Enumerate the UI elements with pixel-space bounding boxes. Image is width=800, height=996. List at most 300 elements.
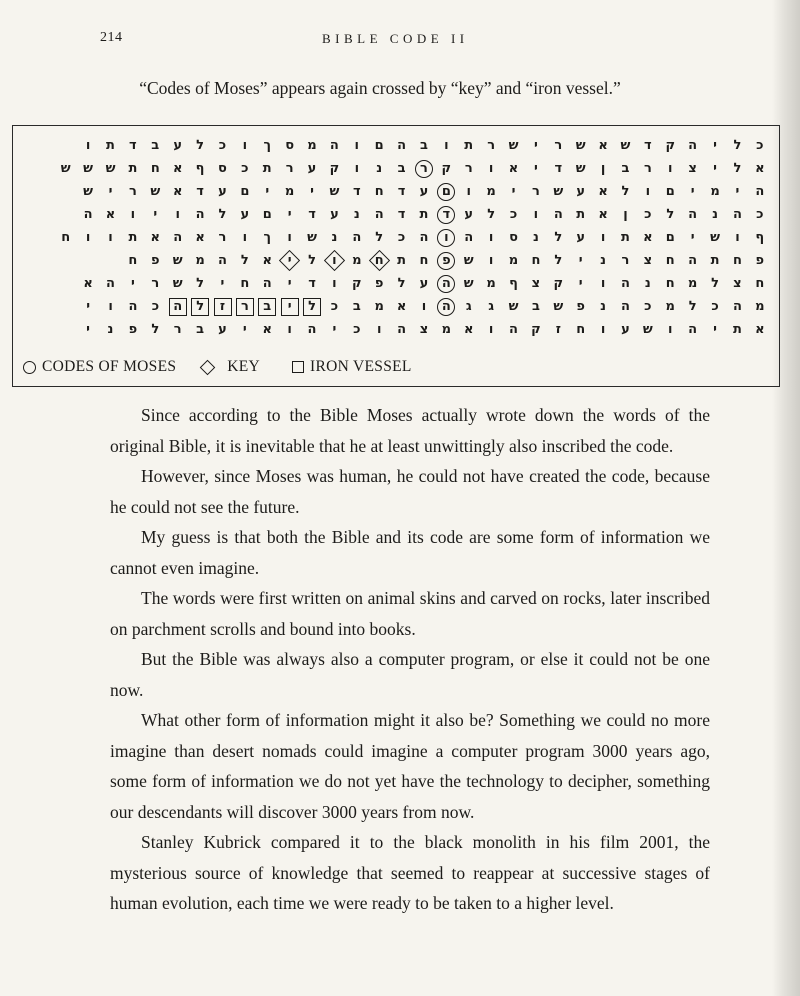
- grid-letter: כ: [218, 138, 227, 153]
- grid-letter-diamond: י: [278, 250, 300, 272]
- grid-letter: ה: [688, 138, 698, 153]
- grid-letter: ע: [576, 230, 586, 245]
- grid-letter: ל: [666, 207, 675, 222]
- grid-letter: ת: [419, 207, 429, 222]
- grid-letter: א: [643, 230, 653, 245]
- grid-letter: א: [262, 322, 272, 337]
- grid-letter: ד: [554, 161, 563, 176]
- grid-letter: ח: [732, 253, 742, 268]
- grid-letter: נ: [532, 230, 539, 245]
- grid-letter: נ: [600, 253, 607, 268]
- grid-letter: ך: [263, 138, 271, 153]
- grid-letter: י: [713, 161, 717, 176]
- grid-letter: ש: [508, 138, 519, 153]
- grid-letter: ש: [508, 299, 519, 314]
- grid-letter: י: [153, 207, 158, 222]
- grid-letter: א: [262, 253, 272, 268]
- legend-iron-vessel-label: IRON VESSEL: [310, 358, 412, 375]
- grid-letter: ש: [60, 161, 71, 176]
- grid-letter-diamond: ו: [323, 250, 345, 272]
- grid-letter: ל: [621, 184, 630, 199]
- grid-letter: ת: [576, 207, 586, 222]
- grid-letter: ר: [621, 253, 630, 268]
- grid-letter: מ: [307, 138, 317, 153]
- grid-letter-boxed: ז: [214, 298, 232, 316]
- grid-letter-boxed: י: [281, 298, 299, 316]
- grid-letter: ב: [196, 322, 205, 337]
- grid-letter: ה: [732, 299, 742, 314]
- grid-letter: ח: [240, 276, 250, 291]
- grid-row: [23, 180, 771, 203]
- grid-letter: ד: [129, 138, 137, 153]
- grid-letter: ה: [553, 207, 563, 222]
- grid-letter-circled: ה: [437, 275, 455, 293]
- grid-letter: צ: [419, 322, 429, 337]
- grid-letter: ו: [354, 138, 360, 153]
- grid-letter: ל: [397, 276, 406, 291]
- grid-letter: ס: [509, 230, 518, 245]
- grid-letter: ח: [374, 184, 384, 199]
- grid-letter: ה: [621, 299, 630, 314]
- grid-letter: ו: [287, 230, 292, 245]
- grid-letter: ו: [108, 299, 113, 314]
- grid-letter: ה: [464, 230, 474, 245]
- grid-letter: א: [396, 299, 407, 314]
- grid-letter-circled: ה: [437, 298, 455, 316]
- grid-letter: מ: [195, 253, 205, 268]
- grid-letter: א: [83, 276, 93, 291]
- grid-row: [23, 134, 771, 157]
- grid-letter: מ: [755, 299, 765, 314]
- grid-letter: כ: [711, 299, 719, 314]
- grid-letter: ר: [554, 138, 563, 153]
- figure-legend: [23, 358, 436, 376]
- grid-letter: פ: [128, 322, 138, 337]
- grid-letter: י: [130, 276, 135, 291]
- grid-letter: כ: [756, 138, 764, 153]
- grid-letter: כ: [151, 299, 160, 314]
- grid-letter: מ: [352, 253, 362, 268]
- legend-codes-of-moses-label: CODES OF MOSES: [42, 358, 177, 375]
- diamond-icon: [200, 362, 221, 373]
- body-text: [110, 400, 710, 919]
- grid-letter: ב: [531, 299, 540, 314]
- grid-letter: ק: [352, 276, 362, 291]
- grid-letter: ו: [242, 230, 248, 245]
- grid-letter: י: [287, 276, 292, 291]
- grid-letter: ל: [733, 161, 742, 176]
- grid-letter: ל: [218, 207, 227, 222]
- grid-letter: א: [598, 138, 608, 153]
- grid-letter: א: [755, 161, 765, 176]
- grid-letter: ד: [308, 276, 316, 291]
- grid-letter: א: [508, 161, 519, 176]
- legend-key: [200, 358, 260, 376]
- grid-letter: ל: [196, 276, 204, 291]
- grid-letter: ו: [444, 138, 449, 153]
- grid-letter: ה: [688, 322, 698, 337]
- grid-letter: ר: [487, 138, 496, 153]
- grid-letter: י: [242, 322, 247, 337]
- grid-row: [23, 203, 771, 226]
- grid-letter: י: [690, 230, 695, 245]
- grid-letter: ש: [463, 276, 474, 291]
- grid-letter: ע: [218, 322, 227, 337]
- grid-letter: מ: [441, 322, 452, 337]
- grid-letter: ת: [106, 138, 115, 153]
- grid-letter: י: [86, 322, 90, 337]
- grid-letter: ח: [665, 276, 675, 291]
- grid-letter: נ: [376, 161, 383, 176]
- grid-letter: ן: [623, 207, 628, 222]
- grid-letter: ת: [128, 161, 138, 176]
- grid-letter: ז: [555, 322, 561, 337]
- grid-letter: נ: [600, 299, 607, 314]
- grid-letter: ה: [621, 276, 630, 291]
- grid-letter: ב: [352, 299, 361, 314]
- grid-letter: ר: [173, 322, 182, 337]
- grid-letter: ה: [352, 230, 362, 245]
- grid-letter: י: [713, 322, 717, 337]
- grid-letter: ח: [61, 230, 71, 245]
- grid-letter: י: [511, 184, 516, 199]
- grid-letter: ה: [397, 138, 407, 153]
- grid-letter: ם: [374, 138, 384, 153]
- grid-letter: ל: [554, 253, 563, 268]
- grid-letter: ה: [688, 207, 698, 222]
- grid-letter-diamond: ח: [368, 250, 390, 272]
- grid-letter: ב: [621, 161, 630, 176]
- grid-letter: ח: [419, 253, 429, 268]
- grid-letter: ף: [195, 161, 205, 176]
- grid-letter: ש: [620, 138, 631, 153]
- grid-row: [23, 249, 771, 272]
- grid-letter: ש: [105, 161, 116, 176]
- grid-letter: ר: [285, 161, 294, 176]
- grid-letter: י: [220, 276, 225, 291]
- grid-letter: ש: [642, 322, 653, 337]
- grid-letter: ע: [173, 138, 182, 153]
- grid-letter-boxed: ל: [303, 298, 321, 316]
- grid-letter: כ: [644, 207, 652, 222]
- grid-letter: ש: [150, 184, 161, 199]
- grid-letter: י: [578, 276, 583, 291]
- grid-row: [23, 157, 771, 180]
- grid-letter: ח: [150, 161, 160, 176]
- grid-letter: מ: [665, 299, 675, 314]
- grid-letter: ה: [128, 299, 138, 314]
- grid-letter-boxed: ה: [169, 298, 187, 316]
- grid-letter: ך: [263, 230, 271, 245]
- paragraph: But the Bible was always also a computer program, or else it could not be one now.: [110, 649, 710, 700]
- grid-letter: ו: [130, 207, 136, 222]
- grid-letter: ש: [83, 184, 94, 199]
- grid-letter: ר: [531, 184, 540, 199]
- grid-letter: ת: [710, 253, 720, 268]
- circle-icon: [23, 361, 36, 374]
- grid-letter: ו: [600, 230, 606, 245]
- grid-letter: א: [172, 161, 183, 176]
- grid-letter: ל: [196, 138, 204, 153]
- grid-letter: ו: [85, 230, 91, 245]
- grid-letter: ע: [576, 184, 586, 199]
- grid-letter: כ: [644, 299, 652, 314]
- grid-letter: ע: [218, 184, 227, 199]
- grid-letter: כ: [353, 322, 361, 337]
- grid-letter: ח: [665, 253, 675, 268]
- grid-letter: ע: [464, 207, 474, 222]
- grid-letter: ה: [397, 322, 407, 337]
- grid-letter: ו: [645, 184, 651, 199]
- grid-letter: ג: [488, 299, 495, 314]
- grid-letter: ח: [755, 276, 765, 291]
- grid-letter: צ: [733, 276, 742, 291]
- grid-letter: נ: [644, 276, 651, 291]
- grid-letter: א: [195, 230, 205, 245]
- grid-letter: ש: [307, 230, 317, 245]
- grid-letter: ש: [553, 184, 564, 199]
- grid-letter: ד: [397, 184, 406, 199]
- grid-letter: ו: [354, 161, 360, 176]
- grid-letter: ע: [307, 161, 317, 176]
- grid-letter: י: [735, 184, 740, 199]
- grid-letter: ח: [576, 322, 586, 337]
- grid-letter: ע: [621, 322, 630, 337]
- grid-letter: ו: [735, 230, 740, 245]
- grid-letter: ד: [352, 184, 361, 199]
- grid-letter: ב: [397, 161, 406, 176]
- grid-letter: ס: [218, 161, 227, 176]
- grid-letter: ק: [531, 322, 541, 337]
- grid-letter-circled: פ: [437, 252, 455, 270]
- grid-letter: מ: [508, 253, 519, 268]
- grid-letter: א: [172, 184, 183, 199]
- grid-letter: י: [265, 184, 270, 199]
- grid-letter: צ: [688, 161, 697, 176]
- grid-letter: כ: [241, 161, 249, 176]
- grid-letter: ק: [329, 161, 340, 176]
- grid-letter: פ: [576, 299, 585, 314]
- grid-letter: ל: [375, 230, 384, 245]
- grid-letter: ר: [151, 276, 160, 291]
- grid-letter: י: [108, 184, 113, 199]
- grid-row: [23, 295, 771, 318]
- grid-letter: ם: [665, 230, 675, 245]
- grid-letter: ש: [329, 184, 340, 199]
- page-number: 214: [100, 30, 123, 45]
- grid-letter: ש: [575, 161, 586, 176]
- grid-letter: ה: [195, 207, 205, 222]
- paragraph: What other form of information might it also be? Something we could no more imagine than desert nomads could imagine a computer program 3000 years ago, some form of information we do not yet have the technology to decipher, something our descendants will discover 3000 years from now.: [110, 710, 710, 822]
- grid-letter: ל: [151, 322, 160, 337]
- grid-letter: צ: [531, 276, 541, 291]
- grid-letter: ק: [665, 138, 676, 153]
- grid-letter: א: [150, 230, 161, 245]
- figure-caption: “Codes of Moses” appears again crossed by “key” and “iron vessel.”: [139, 78, 621, 98]
- legend-codes-of-moses: [23, 358, 176, 376]
- grid-letter: ו: [287, 322, 292, 337]
- paragraph: Since according to the Bible Moses actually wrote down the words of the original Bible, it is inevitable that he at least unwittingly also inscribed the code.: [110, 405, 710, 456]
- grid-letter: א: [464, 322, 474, 337]
- grid-letter: ו: [175, 207, 180, 222]
- bible-code-figure: [12, 125, 780, 387]
- grid-letter: ה: [307, 322, 317, 337]
- grid-letter: ר: [128, 184, 137, 199]
- grid-letter: נ: [107, 322, 114, 337]
- grid-letter: ת: [397, 253, 407, 268]
- grid-letter: ח: [531, 253, 541, 268]
- grid-letter-circled: ו: [437, 229, 455, 247]
- grid-letter: ו: [488, 161, 494, 176]
- grid-letter: ל: [711, 276, 719, 291]
- grid-letter: י: [310, 184, 314, 199]
- grid-letter: י: [533, 161, 538, 176]
- grid-row: [23, 318, 771, 341]
- grid-letter: י: [86, 299, 91, 314]
- grid-letter: ה: [732, 207, 742, 222]
- grid-letter: ע: [419, 276, 429, 291]
- grid-letter: ל: [308, 253, 316, 268]
- hebrew-letter-grid: [23, 134, 771, 341]
- grid-letter: ד: [308, 207, 316, 222]
- grid-letter-circled: ד: [437, 206, 455, 224]
- grid-letter: ף: [755, 230, 765, 245]
- grid-letter: ה: [374, 207, 384, 222]
- grid-letter: ה: [262, 276, 272, 291]
- grid-letter: ו: [421, 299, 427, 314]
- grid-letter: י: [690, 184, 695, 199]
- grid-letter: ו: [533, 207, 539, 222]
- grid-letter: ה: [688, 253, 698, 268]
- grid-letter: ת: [732, 322, 742, 337]
- grid-letter: ל: [554, 230, 563, 245]
- paragraph: Stanley Kubrick compared it to the black monolith in his film 2001, the mysterious source of knowledge that seemed to reappear at successive stages of human evolution, each time we were ready to be taken to a higher level.: [110, 832, 710, 913]
- grid-letter: מ: [284, 184, 295, 199]
- grid-letter: ת: [128, 230, 138, 245]
- legend-key-label: KEY: [227, 358, 261, 375]
- grid-letter: ג: [465, 299, 472, 314]
- grid-letter-boxed: ל: [191, 298, 209, 316]
- grid-letter: ש: [172, 276, 183, 291]
- page-header: [0, 30, 800, 54]
- grid-letter: ם: [665, 184, 675, 199]
- grid-letter-circled: ר: [415, 160, 433, 178]
- grid-letter: ש: [463, 253, 474, 268]
- grid-letter: י: [287, 207, 292, 222]
- grid-letter: ו: [242, 138, 248, 153]
- grid-letter: א: [755, 322, 765, 337]
- grid-letter: נ: [712, 207, 718, 222]
- grid-letter: כ: [330, 299, 339, 314]
- grid-letter: ה: [755, 184, 765, 199]
- grid-letter: ם: [240, 184, 250, 199]
- grid-letter: ו: [668, 322, 673, 337]
- grid-letter: כ: [397, 230, 406, 245]
- grid-letter: נ: [331, 230, 338, 245]
- grid-letter: ת: [262, 161, 272, 176]
- grid-letter: נ: [353, 207, 360, 222]
- grid-letter: ו: [488, 322, 494, 337]
- grid-letter: ו: [600, 276, 606, 291]
- grid-letter: ב: [151, 138, 160, 153]
- grid-letter: ק: [553, 276, 564, 291]
- grid-letter: ו: [85, 138, 91, 153]
- grid-letter: ו: [488, 230, 494, 245]
- grid-letter: ו: [600, 322, 606, 337]
- grid-letter: ה: [509, 322, 518, 337]
- grid-letter: י: [713, 138, 717, 153]
- grid-letter: ש: [83, 161, 94, 176]
- grid-letter: ב: [419, 138, 428, 153]
- grid-letter: ר: [643, 161, 652, 176]
- grid-letter: ה: [217, 253, 227, 268]
- grid-letter: י: [533, 138, 538, 153]
- grid-letter: כ: [509, 207, 518, 222]
- paragraph: My guess is that both the Bible and its code are some form of information we cannot even imagine.: [110, 527, 710, 578]
- grid-letter: ל: [688, 299, 697, 314]
- grid-letter: ר: [464, 161, 473, 176]
- grid-letter: ה: [106, 276, 115, 291]
- grid-letter: מ: [374, 299, 384, 314]
- grid-letter: ו: [668, 161, 673, 176]
- grid-letter-boxed: ב: [258, 298, 276, 316]
- grid-letter: א: [598, 184, 608, 199]
- grid-letter: ן: [600, 161, 606, 176]
- grid-letter: ש: [710, 230, 720, 245]
- grid-letter-circled: ם: [437, 183, 455, 201]
- grid-letter: ש: [575, 138, 586, 153]
- grid-row: [23, 272, 771, 295]
- grid-row: [23, 226, 771, 249]
- grid-letter: ם: [262, 207, 272, 222]
- grid-letter: ו: [488, 253, 494, 268]
- grid-letter: ע: [330, 207, 339, 222]
- grid-letter: י: [578, 253, 583, 268]
- grid-letter: מ: [687, 276, 698, 291]
- grid-letter: ת: [464, 138, 474, 153]
- grid-letter: מ: [486, 184, 496, 199]
- square-icon: [284, 361, 304, 373]
- grid-letter: ר: [218, 230, 227, 245]
- legend-iron-vessel: [284, 358, 412, 376]
- running-head: BIBLE CODE II: [322, 31, 469, 46]
- grid-letter: צ: [643, 253, 653, 268]
- grid-letter: ה: [83, 207, 93, 222]
- paragraph: However, since Moses was human, he could not have created the code, because he could not see the future.: [110, 466, 710, 517]
- grid-letter: ח: [128, 253, 138, 268]
- grid-letter: ו: [332, 276, 337, 291]
- grid-letter: ל: [240, 253, 249, 268]
- grid-letter: ש: [172, 253, 183, 268]
- grid-letter: פ: [755, 253, 765, 268]
- grid-letter: ת: [621, 230, 630, 245]
- grid-letter: ו: [376, 322, 382, 337]
- grid-letter: ע: [240, 207, 250, 222]
- grid-letter: פ: [374, 276, 384, 291]
- grid-letter: ד: [644, 138, 652, 153]
- grid-letter: ס: [285, 138, 295, 153]
- grid-letter: פ: [151, 253, 160, 268]
- paragraph: The words were first written on animal skins and carved on rocks, later inscribed on parchment scrolls and bound into books.: [110, 588, 710, 639]
- grid-letter: כ: [756, 207, 764, 222]
- grid-letter: ה: [173, 230, 183, 245]
- grid-letter: ע: [419, 184, 429, 199]
- grid-letter-boxed: ר: [236, 298, 254, 316]
- grid-letter: ד: [397, 207, 406, 222]
- grid-letter: מ: [710, 184, 720, 199]
- grid-letter: ף: [509, 276, 518, 291]
- grid-letter: ה: [329, 138, 339, 153]
